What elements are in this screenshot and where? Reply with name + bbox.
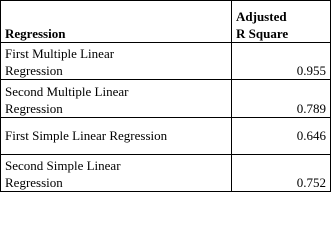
table-row	[1, 117, 331, 154]
header-adjusted-line1: Adjusted	[236, 9, 287, 25]
regression-name-cell	[1, 154, 232, 191]
regression-name-line2: Regression	[5, 63, 63, 79]
adjusted-r-square-value: 0.752	[232, 154, 331, 191]
regression-name-cell	[1, 117, 232, 154]
regression-name-line1: First Multiple Linear	[5, 46, 115, 62]
header-adjusted-r-square	[232, 1, 331, 43]
table-row	[1, 80, 331, 117]
regression-name-line2: Regression	[5, 175, 63, 190]
header-regression	[1, 1, 232, 43]
table-row	[1, 43, 331, 80]
header-adjusted-line2: R Square	[236, 26, 289, 42]
regression-name-line2: Regression	[5, 100, 63, 116]
regression-name-line1: Second Multiple Linear	[5, 83, 129, 99]
adjusted-r-square-value: 0.955	[232, 43, 331, 80]
regression-name-line1: Second Simple Linear	[5, 158, 121, 173]
regression-name: First Simple Linear Regression	[5, 128, 168, 144]
adjusted-r-square-value: 0.789	[232, 80, 331, 117]
adjusted-r-square-value: 0.646	[232, 117, 331, 154]
regression-name-cell	[1, 80, 232, 117]
table-row	[1, 154, 331, 191]
table-header-row	[1, 1, 331, 43]
regression-name-cell	[1, 43, 232, 80]
header-regression-label: Regression	[5, 26, 66, 42]
